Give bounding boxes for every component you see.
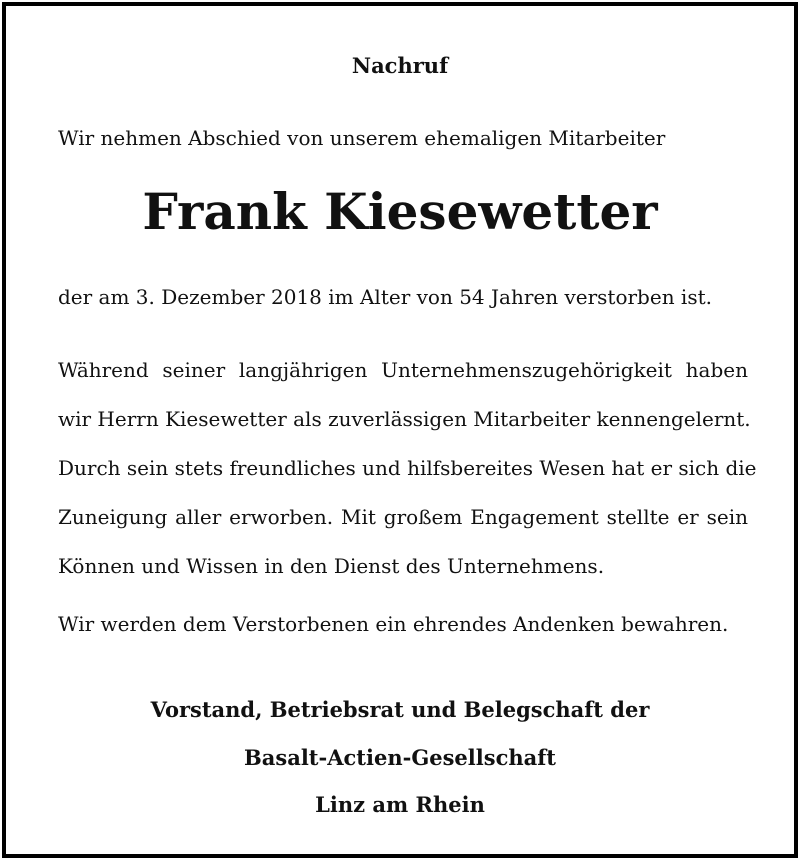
deceased-name: Frank Kiesewetter [142,182,658,241]
closing-text: Wir werden dem Verstorbenen ein ehrendes Andenken bewahren. [58,612,729,636]
death-date-text: der am 3. Dezember 2018 im Alter von 54 Jahren verstorben ist. [58,285,712,309]
paragraph-line: wir Herrn Kiesewetter als zuverlässigen Mitarbeiter kennengelernt. [58,407,751,431]
obituary-notice [2,2,798,858]
signature-company: Basalt-Actien-Gesellschaft [244,745,556,770]
tribute-paragraph [58,346,757,591]
paragraph-line: Zuneigung aller erworben. Mit großem Engagement stellte er sein [58,505,748,529]
paragraph-line: Während seiner langjährigen Unternehmenszugehörigkeit haben [58,358,748,382]
notice-heading: Nachruf [351,53,449,78]
paragraph-line: Können und Wissen in den Dienst des Unternehmens. [58,554,605,578]
intro-text: Wir nehmen Abschied von unserem ehemaligen Mitarbeiter [58,126,666,150]
signature-line-1: Vorstand, Betriebsrat und Belegschaft der [150,697,650,722]
paragraph-line: Durch sein stets freundliches und hilfsbereites Wesen hat er sich die [58,456,757,480]
signature-location: Linz am Rhein [315,792,485,817]
